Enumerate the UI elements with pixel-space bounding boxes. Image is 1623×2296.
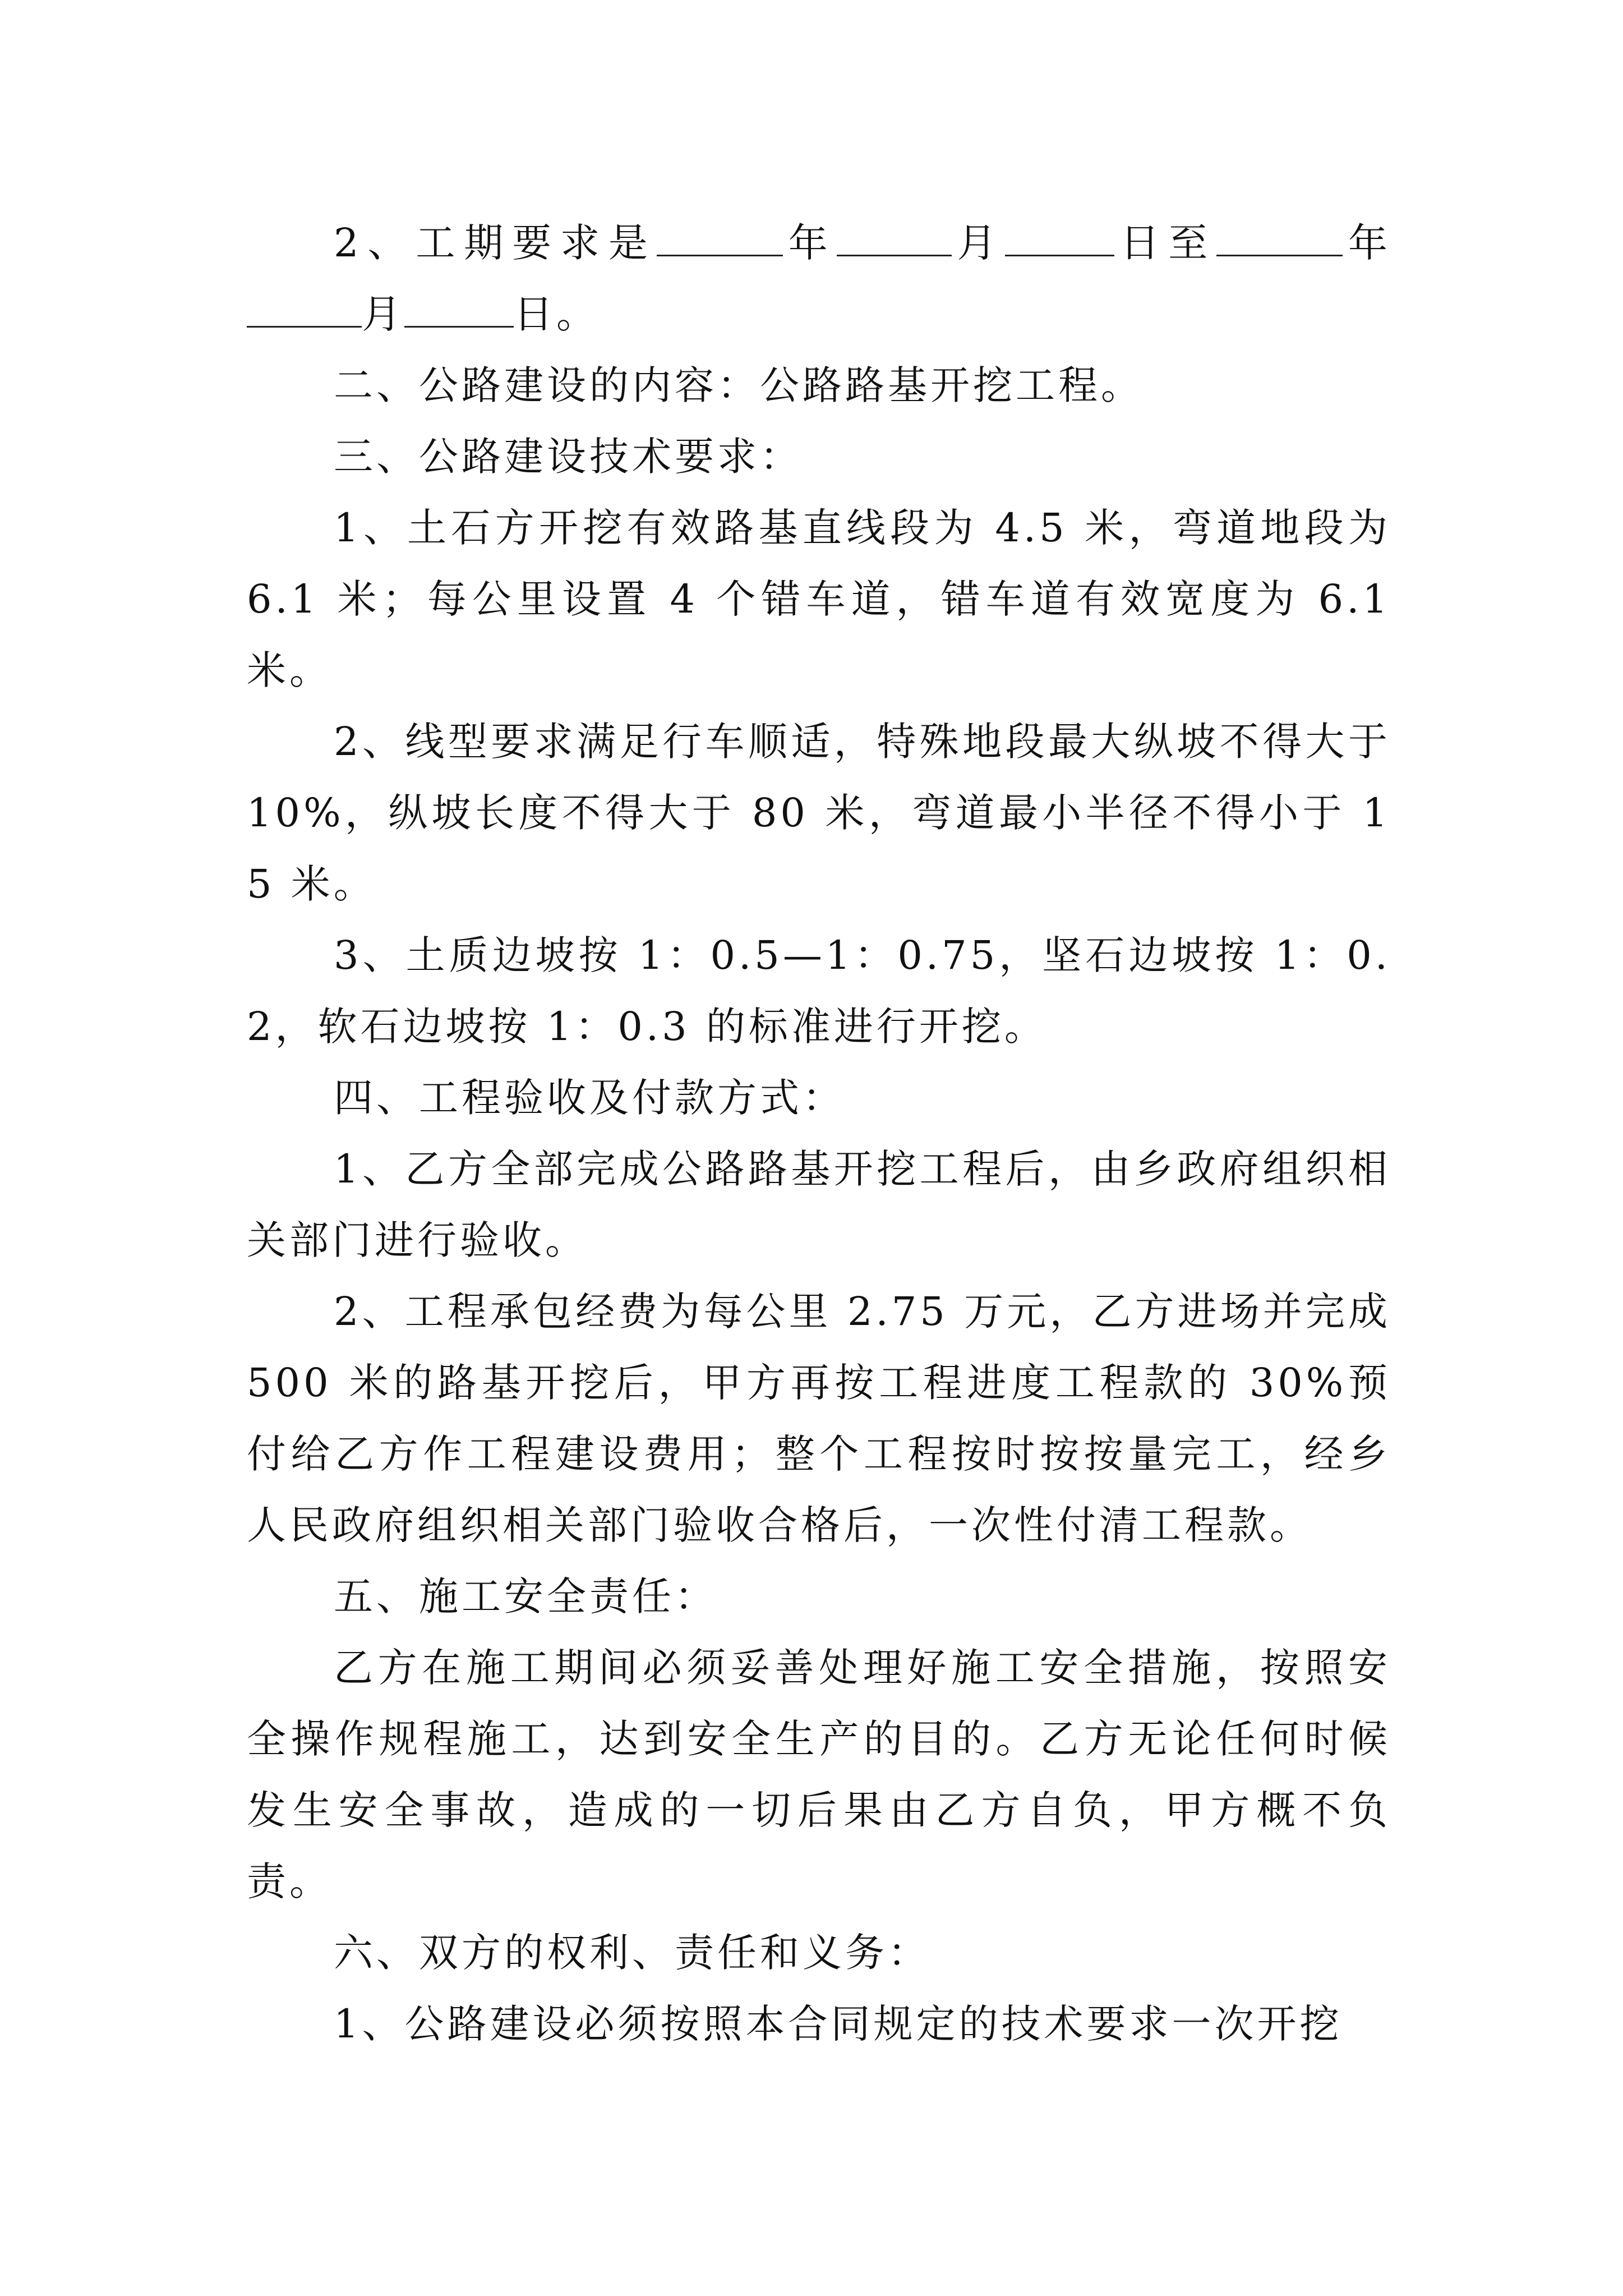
- blank-day-1: [1005, 215, 1114, 256]
- blank-day-2: [404, 287, 514, 328]
- rights-item-1: 1、公路建设必须按照本合同规定的技术要求一次开挖: [334, 2001, 1343, 2047]
- document-body: [247, 208, 1391, 2060]
- day-label-1: 日至: [1114, 220, 1217, 266]
- section-heading-tech: 三、公路建设技术要求：: [334, 434, 803, 480]
- duration-paragraph: [247, 208, 1391, 350]
- acceptance-item-1: 1、乙方全部完成公路路基开挖工程后，由乡政府组织相关部门进行验收。: [247, 1146, 1391, 1263]
- tech-item-3: 3、土质边坡按 1：0.5—1：0.75，坚石边坡按 1：0.2，软石边坡按 1：0.3 的标准进行开挖。: [247, 932, 1391, 1050]
- year-label-2: 年: [1343, 220, 1391, 266]
- tech-item-1: 1、土石方开挖有效路基直线段为 4.5 米，弯道地段为 6.1 米；每公里设置 4 个错车道，错车道有效宽度为 6.1 米。: [247, 505, 1391, 693]
- blank-month-2: [247, 287, 362, 328]
- section-heading-safety: 五、施工安全责任：: [334, 1573, 717, 1619]
- year-label-1: 年: [782, 220, 837, 266]
- section-heading-content: 二、公路建设的内容：公路路基开挖工程。: [334, 362, 1144, 408]
- blank-month-1: [837, 215, 952, 256]
- section-heading-acceptance: 四、工程验收及付款方式：: [334, 1075, 845, 1121]
- blank-year-1: [657, 215, 783, 256]
- month-label-1: 月: [951, 220, 1006, 266]
- duration-prefix: 2、工期要求是: [334, 220, 657, 266]
- tech-item-2: 2、线型要求满足行车顺适，特殊地段最大纵坡不得大于 10%，纵坡长度不得大于 80 米，弯道最小半径不得小于 15 米。: [247, 719, 1391, 907]
- day-label-2: 日。: [514, 291, 599, 337]
- month-label-2: 月: [362, 291, 404, 337]
- section-heading-rights: 六、双方的权利、责任和义务：: [334, 1930, 930, 1976]
- safety-paragraph: 乙方在施工期间必须妥善处理好施工安全措施，按照安全操作规程施工，达到安全生产的目的。乙方无论任何时候发生安全事故，造成的一切后果由乙方自负，甲方概不负责。: [247, 1645, 1391, 1904]
- acceptance-item-2: 2、工程承包经费为每公里 2.75 万元，乙方进场并完成 500 米的路基开挖后，甲方再按工程进度工程款的 30%预付给乙方作工程建设费用；整个工程按时按按量完工，经乡人民政府组织相关部门验收合格后，一次性付清工程款。: [247, 1289, 1391, 1548]
- blank-year-2: [1216, 215, 1343, 256]
